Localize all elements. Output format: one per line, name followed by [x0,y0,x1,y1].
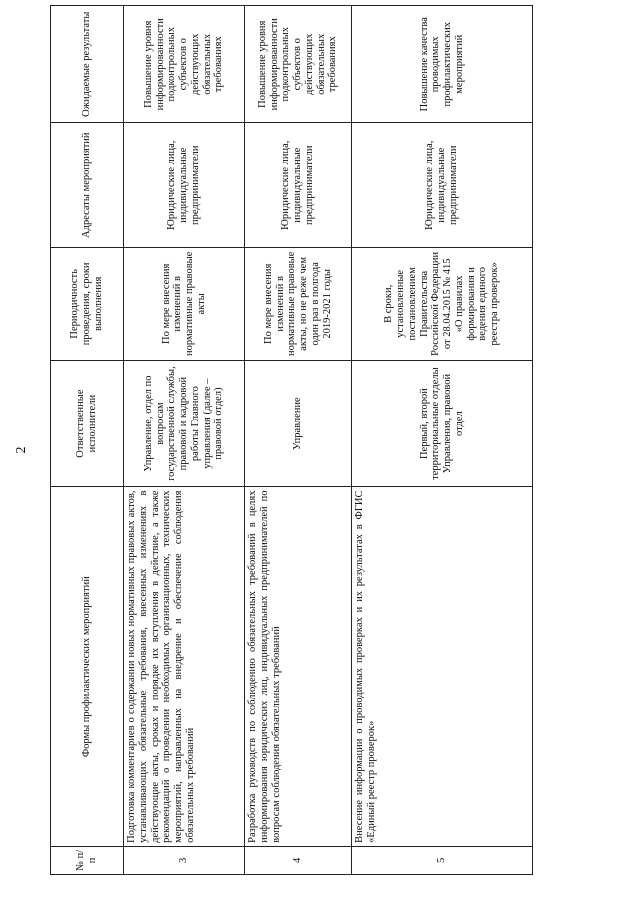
row-num: 5 [352,846,533,874]
header-results: Ожидаемые результаты [51,6,124,123]
table-row [124,6,245,875]
table-row [352,6,533,875]
header-addressees: Адресаты мероприятий [51,123,124,247]
table-header-row [51,6,124,875]
row-forms: Разработка руководств по соблюдению обязательных требований в целях информирования юридических лиц, индивидуальных предпринимателей по вопросам соблюдения обязательных требований [245,487,352,846]
row-executors: Первый, второй территориальные отделы Управления, правовой отдел [352,360,533,487]
row-period: По мере внесения изменений в нормативные правовые акты [124,247,245,360]
row-executors: Управление [245,360,352,487]
header-period: Периодичность проведения, сроки выполнения [51,247,124,360]
header-num: № п/п [51,846,124,874]
events-table [50,5,533,875]
row-results: Повышение качества проводимых профилактических мероприятий [352,6,533,123]
table-row [245,6,352,875]
row-addressees: Юридические лица, индивидуальные предприниматели [352,123,533,247]
row-period: По мере внесения изменений в нормативные правовые акты, но не реже чем один раз в полгода 2019-2021 годы [245,247,352,360]
row-num: 4 [245,846,352,874]
header-forms: Формы профилактических мероприятий [51,487,124,846]
row-forms: Подготовка комментариев о содержании новых нормативных правовых актов, устанавливающих обязательные требования, внесенных изменениях в действующие акты, сроках и порядке их вступления в действие, а также рекомендаций о проведении необходимых организационных, технических мероприятий, направленных на внедрение и обеспечение соблюдения обязательных требований [124,487,245,846]
row-forms: Внесение информации о проводимых проверках и их результатах в ФГИС «Единый реестр проверок» [352,487,533,846]
row-results: Повышение уровня информированности подконтрольных субъектов о действующих обязательных требованиях [124,6,245,123]
row-addressees: Юридические лица, индивидуальные предприниматели [124,123,245,247]
row-executors: Управление, отдел по вопросам государственной службы, правовой и кадровой работы Главного управления (далее – правовой отдел) [124,360,245,487]
row-num: 3 [124,846,245,874]
page-number: 2 [14,446,29,454]
row-results: Повышение уровня информированности подконтрольных субъектов о действующих обязательных требованиях [245,6,352,123]
header-executors: Ответственные исполнители [51,360,124,487]
row-addressees: Юридические лица, индивидуальные предприниматели [245,123,352,247]
row-period: В сроки, установленные постановлением Правительства Российской Федерации от 28.04.2015 № 415 «О правилах формирования и ведения единого реестра проверок» [352,247,533,360]
